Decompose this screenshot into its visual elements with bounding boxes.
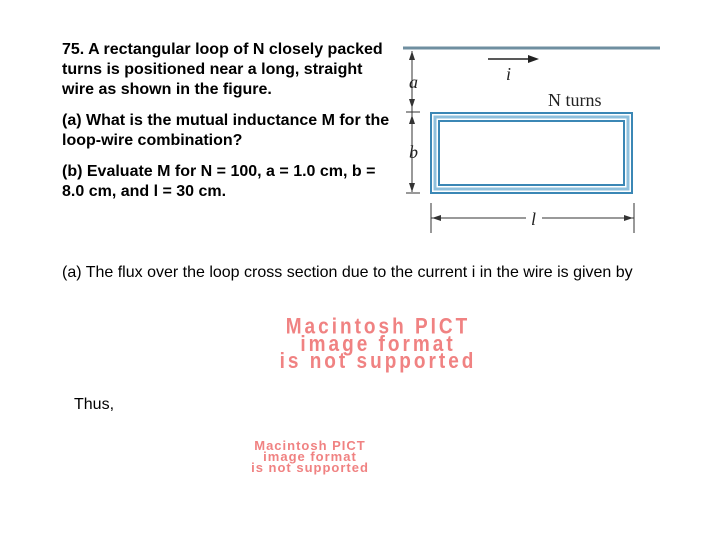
dimension-l-label: l [531,209,537,229]
arrowhead-a-bottom [409,99,415,108]
pict-placeholder-large [128,315,628,374]
arrowhead-bottom [409,183,415,192]
problem-part-a: (a) What is the mutual inductance M for the loop-wire combination? [62,112,390,149]
wire-loop-figure [398,40,663,240]
current-label: i [506,64,512,84]
arrowhead-b-top [409,115,415,124]
problem-statement: 75. A rectangular loop of N closely packed turns is positioned near a long, straight wire as shown in the figure. [62,41,383,98]
pict-line: Macintosh PICT [285,315,471,340]
pict-line: image format [300,332,456,357]
arrowhead-left [432,215,441,221]
problem-part-b: (b) Evaluate M for N = 100, a = 1.0 cm, b = 8.0 cm, and l = 30 cm. [62,163,376,200]
pict-line: is not supported [279,349,477,374]
arrowhead-right [624,215,633,221]
rectangular-loop-inner [439,121,624,185]
solution-intro: (a) The flux over the loop cross section due to the current i in the wire is given by [62,264,633,281]
dimension-b-label: b [409,142,418,162]
pict-placeholder-small [200,440,420,473]
solution-thus: Thus, [74,396,115,413]
pict-line: is not supported [251,460,369,475]
problem-text [62,40,392,213]
arrowhead-top [409,51,415,60]
current-arrowhead [528,55,539,63]
turns-label: N turns [548,90,602,110]
pict-line: Macintosh PICT [254,438,366,453]
pict-line: image format [263,449,357,464]
dimension-a-label: a [409,72,418,92]
